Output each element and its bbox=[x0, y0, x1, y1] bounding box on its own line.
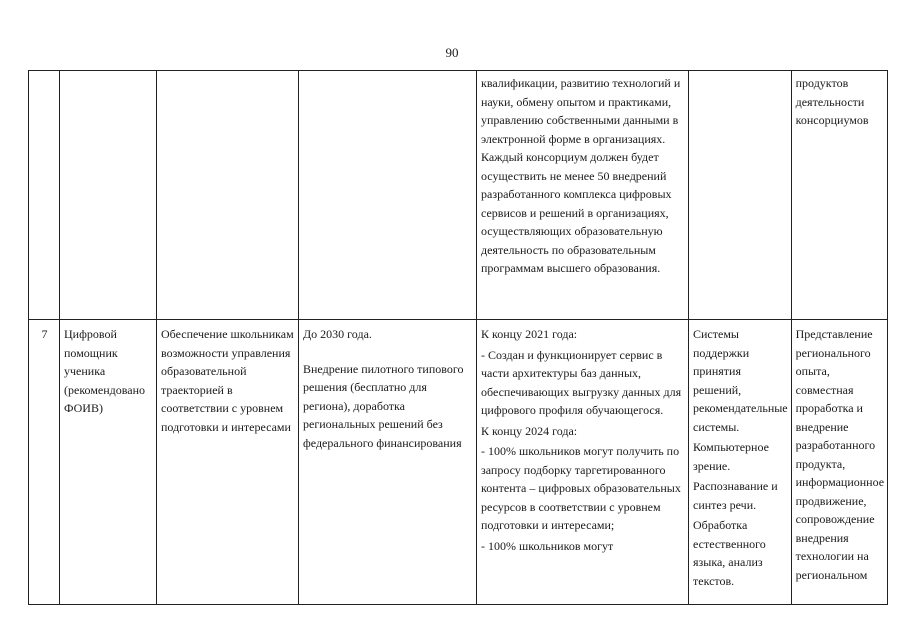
cell-technologies bbox=[689, 71, 792, 320]
cell-results bbox=[477, 320, 689, 605]
cell-deadline bbox=[299, 71, 477, 320]
cell-technologies bbox=[689, 320, 792, 605]
page-number: 90 bbox=[445, 45, 459, 60]
cell-number bbox=[29, 320, 60, 605]
measure-name: Цифровой помощник ученика (рекомендовано ФОИВ) bbox=[64, 327, 146, 415]
row-number: 7 bbox=[41, 327, 48, 341]
results-continuation-text: квалификации, развитию технологий и науки, обмену опытом и практиками, управлению собственными данными в электронной форме в организациях. Каждый консорциум должен будет осуществить не менее 50 внедрений разработанного комплекса цифровых сервисов и решений в организациях, осуществляющих образовательную деятельность по образовательным программам высшего образования. bbox=[481, 76, 681, 275]
region-role-continuation-text: продуктов деятельности консорциумов bbox=[795, 76, 869, 127]
technology-item: Распознавание и синтез речи. bbox=[693, 479, 778, 512]
technology-item: Компьютерное зрение. bbox=[693, 440, 769, 473]
technology-item: Системы поддержки принятия решений, рекомендательные системы. bbox=[693, 327, 788, 434]
table-row-continuation bbox=[29, 71, 888, 320]
cell-results bbox=[477, 71, 689, 320]
result-line: - 100% школьников могут получить по запросу подборку таргетированного контента – цифровых образовательных ресурсов в соответствии с уровнем подготовки и интересами; bbox=[481, 444, 681, 532]
result-line: К концу 2024 года: bbox=[481, 423, 578, 438]
cell-goal bbox=[157, 320, 299, 605]
cell-region-role bbox=[791, 71, 887, 320]
cell-goal bbox=[157, 71, 299, 320]
result-line: - 100% школьников могут bbox=[481, 538, 614, 553]
region-role-text: Представление регионального опыта, совместная проработка и внедрение разработанного продукта, информационное продвижение, сопровождение внедрения технологии на региональном bbox=[795, 327, 885, 582]
cell-region-role bbox=[791, 320, 887, 605]
cell-name bbox=[60, 320, 157, 605]
result-line: К концу 2021 года: bbox=[481, 327, 578, 341]
cell-number bbox=[29, 71, 60, 320]
result-line: - Создан и функционирует сервис в части архитектуры баз данных, обеспечивающих выгрузку данных для цифрового профиля обучающегося. bbox=[481, 347, 682, 417]
measures-table bbox=[28, 70, 888, 605]
technology-item: Обработка естественного языка, анализ текстов. bbox=[693, 518, 766, 588]
cell-name bbox=[60, 71, 157, 320]
deadline-text: До 2030 года. bbox=[303, 327, 372, 341]
cell-deadline bbox=[299, 320, 477, 605]
measure-goal: Обеспечение школьникам возможности управления образовательной траекторией в соответствии с уровнем подготовки и интересами bbox=[161, 327, 294, 434]
implementation-text: Внедрение пилотного типового решения (бесплатно для региона), доработка региональных решений без федерального финансирования bbox=[303, 361, 464, 450]
table-row-7 bbox=[29, 320, 888, 605]
